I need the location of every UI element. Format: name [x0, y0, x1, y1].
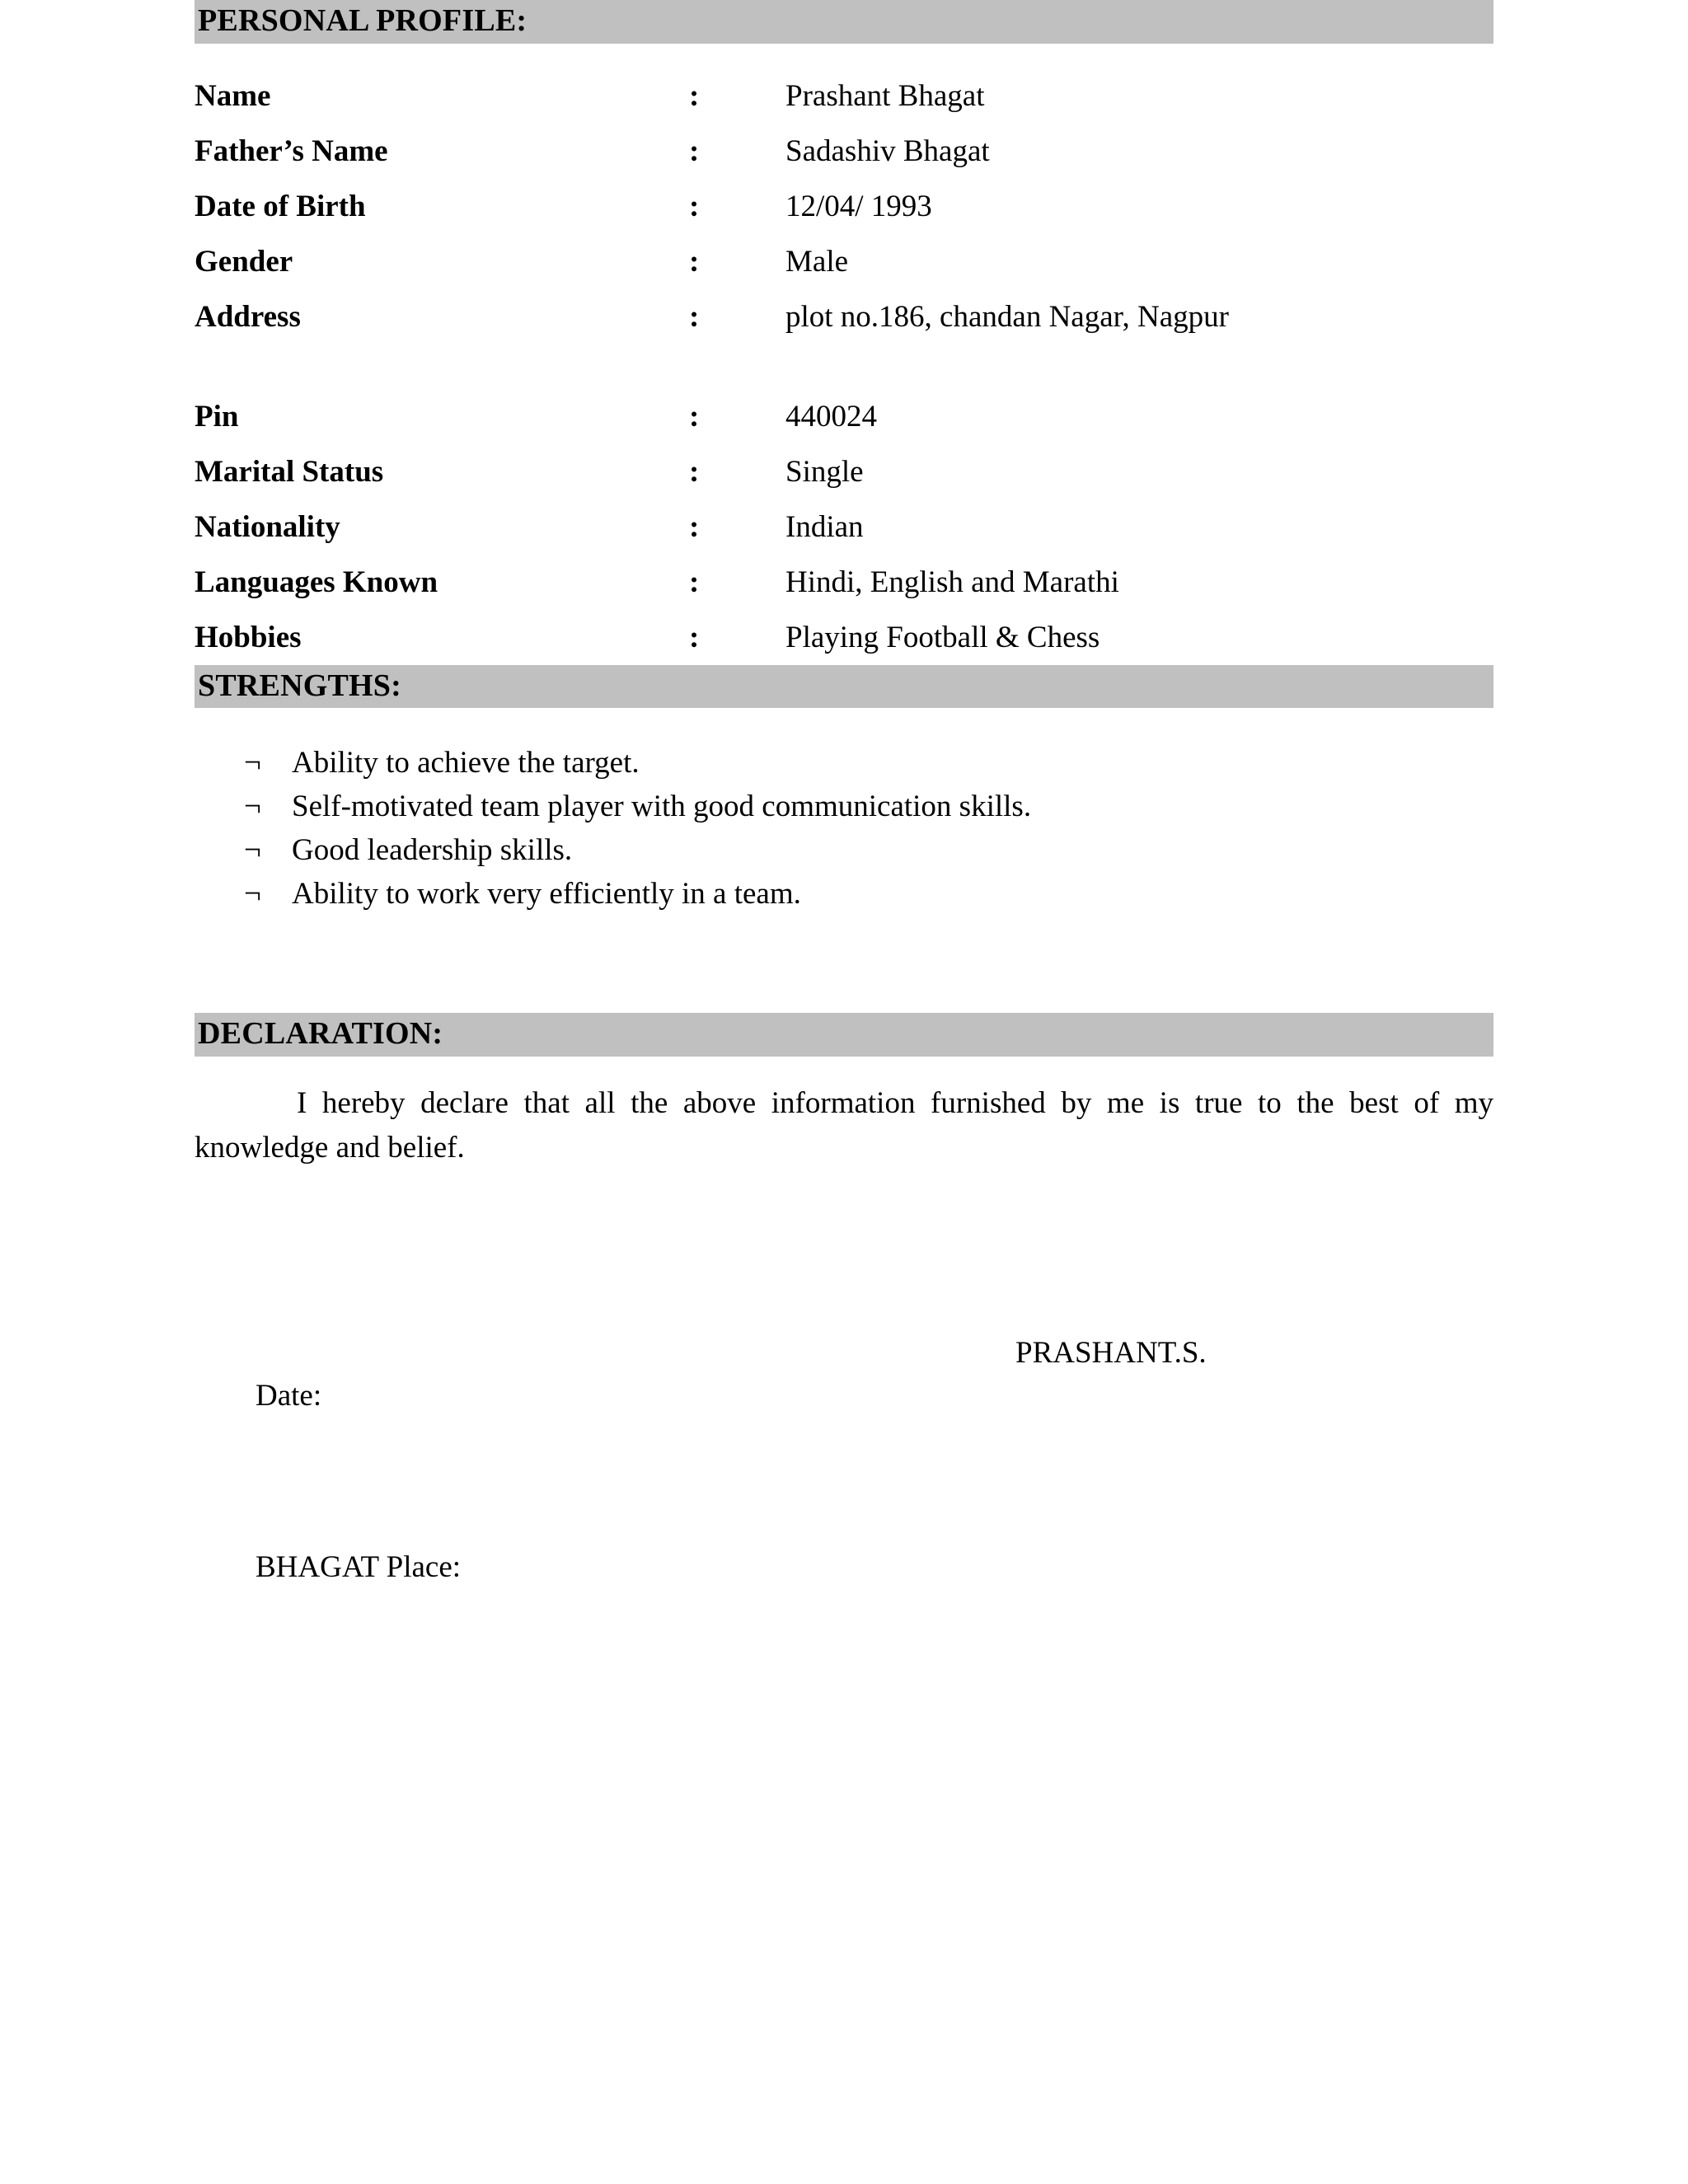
profile-value-nationality: Indian — [785, 509, 864, 544]
profile-value-name: Prashant Bhagat — [785, 78, 985, 113]
table-row — [195, 444, 1493, 499]
negation-bullet-icon: ¬ — [244, 746, 261, 780]
profile-separator: : — [689, 399, 700, 434]
negation-bullet-icon: ¬ — [244, 790, 261, 824]
profile-label-fathers-name: Father’s Name — [195, 134, 388, 168]
table-row — [195, 499, 1493, 555]
table-row-spacer — [195, 344, 1493, 389]
profile-label-marital-status: Marital Status — [195, 454, 384, 489]
spacer-before-signature — [195, 1170, 1493, 1332]
profile-value-marital-status: Single — [785, 454, 864, 489]
negation-bullet-icon: ¬ — [244, 877, 261, 912]
profile-value-languages-known: Hindi, English and Marathi — [785, 565, 1119, 599]
page-content — [195, 0, 1493, 1632]
profile-separator: : — [689, 565, 700, 599]
section-band-personal-profile — [195, 0, 1493, 44]
spacer-after-strengths-list — [195, 916, 1493, 1013]
profile-separator: : — [689, 134, 700, 168]
profile-label-languages-known: Languages Known — [195, 565, 438, 599]
table-row — [195, 124, 1493, 179]
strengths-list — [195, 741, 1493, 916]
section-heading-declaration: DECLARATION: — [198, 1016, 443, 1052]
profile-separator: : — [689, 189, 700, 223]
profile-label-hobbies: Hobbies — [195, 620, 302, 654]
table-row — [195, 610, 1493, 665]
list-item — [195, 741, 1493, 785]
list-item — [195, 785, 1493, 828]
table-row — [195, 289, 1493, 344]
list-item — [195, 828, 1493, 872]
strength-text: Ability to achieve the target. — [292, 746, 640, 780]
table-row — [195, 68, 1493, 124]
personal-profile-table — [195, 68, 1493, 665]
table-row — [195, 179, 1493, 234]
table-row — [195, 389, 1493, 444]
profile-label-pin: Pin — [195, 399, 239, 434]
profile-label-date-of-birth: Date of Birth — [195, 189, 366, 223]
profile-label-gender: Gender — [195, 244, 293, 279]
table-row — [195, 555, 1493, 610]
place-label: BHAGAT Place: — [256, 1549, 462, 1584]
strength-text: Self-motivated team player with good communication skills. — [292, 790, 1032, 824]
spacer-after-profile-band — [195, 44, 1493, 68]
profile-label-address: Address — [195, 299, 301, 334]
section-band-declaration — [195, 1013, 1493, 1057]
profile-label-nationality: Nationality — [195, 509, 340, 544]
spacer-cell — [689, 344, 785, 389]
profile-value-pin: 440024 — [785, 399, 877, 434]
strength-text: Good leadership skills. — [292, 833, 573, 868]
spacer-cell — [785, 344, 1493, 389]
profile-separator: : — [689, 454, 700, 489]
profile-separator: : — [689, 78, 700, 113]
declaration-body-text: I hereby declare that all the above information furnished by me is true to the best of my knowledge and belief. — [195, 1085, 1493, 1165]
section-heading-strengths: STRENGTHS: — [198, 668, 401, 703]
list-item — [195, 872, 1493, 916]
strength-text: Ability to work very efficiently in a team. — [292, 877, 801, 912]
signer-name: PRASHANT.S. — [1015, 1335, 1207, 1370]
profile-separator: : — [689, 299, 700, 334]
profile-separator: : — [689, 244, 700, 279]
date-label: Date: — [256, 1378, 322, 1413]
section-heading-personal-profile: PERSONAL PROFILE: — [198, 3, 528, 38]
signature-line-one — [195, 1332, 1493, 1503]
signature-line-two — [195, 1503, 1493, 1632]
spacer-after-strengths-band — [195, 708, 1493, 741]
profile-separator: : — [689, 620, 700, 654]
profile-label-name: Name — [195, 78, 271, 113]
table-row — [195, 234, 1493, 289]
profile-value-gender: Male — [785, 244, 849, 279]
signature-block — [195, 1332, 1493, 1632]
spacer-cell — [195, 344, 689, 389]
section-band-strengths — [195, 665, 1493, 709]
spacer-after-declaration-band — [195, 1057, 1493, 1081]
profile-separator: : — [689, 509, 700, 544]
negation-bullet-icon: ¬ — [244, 833, 261, 868]
profile-value-address: plot no.186, chandan Nagar, Nagpur — [785, 299, 1229, 334]
profile-value-hobbies: Playing Football & Chess — [785, 620, 1100, 654]
profile-value-fathers-name: Sadashiv Bhagat — [785, 134, 990, 168]
profile-value-date-of-birth: 12/04/ 1993 — [785, 189, 932, 223]
